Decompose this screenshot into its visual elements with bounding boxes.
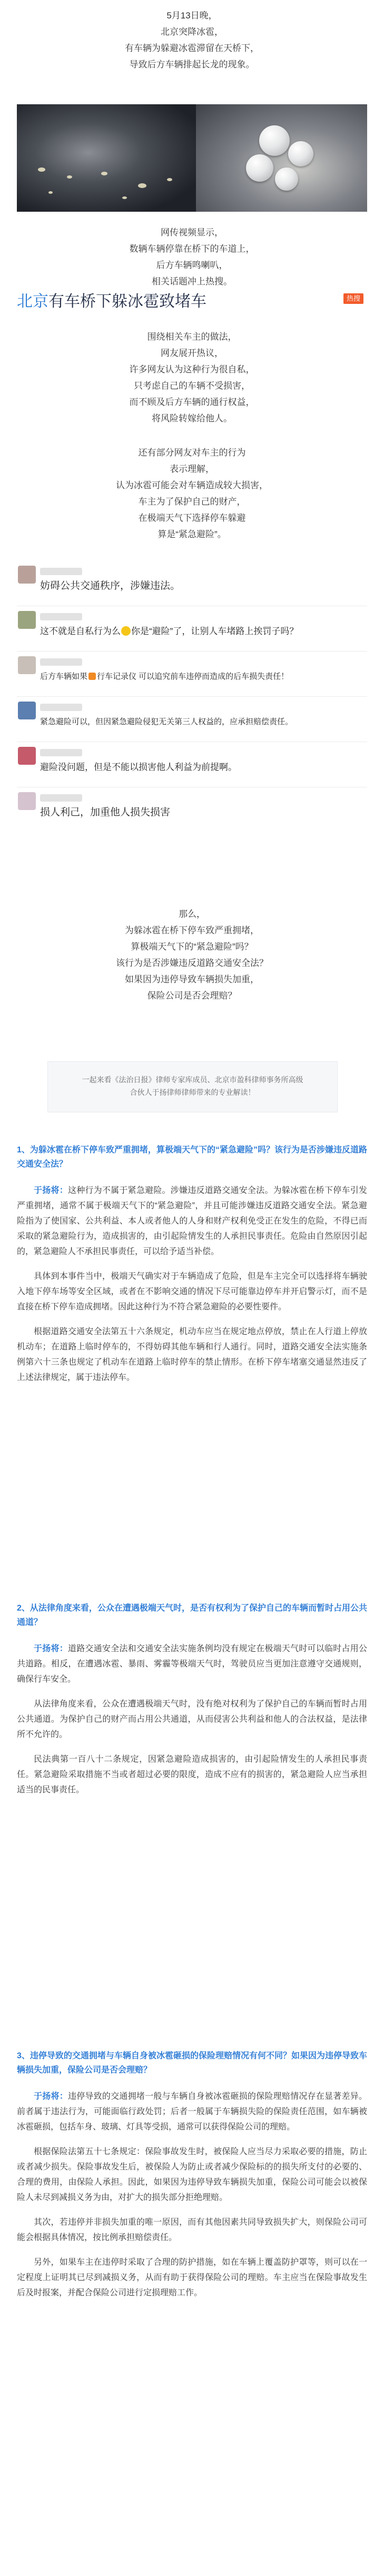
discussion2-line: 算是“紧急避险”。 (157, 529, 227, 539)
qa-section-2 (17, 1601, 367, 1807)
discussion2-line: 在极端天气下选择停车躲避 (138, 513, 246, 523)
trending-topic[interactable] (17, 289, 367, 315)
avatar (18, 656, 36, 674)
info-line: 一起来看《法治日报》律师专家库成员、北京市盈科律师事务所高级 (82, 1075, 303, 1084)
topic-title (17, 292, 206, 312)
intro-line: 有车辆为躲避冰雹滞留在天桥下， (125, 43, 259, 53)
discussion2-line: 车主为了保护自己的财产， (138, 497, 246, 507)
comment-item (17, 745, 367, 785)
intro-line: 导致后方车辆排起长龙的现象。 (129, 60, 255, 70)
emoji-icon (121, 626, 131, 636)
avatar (18, 702, 36, 719)
intro2-line: 网传视频显示， (161, 228, 223, 238)
answer-paragraph: 另外，如果车主在违停时采取了合理的防护措施，如在车辆上覆盖防护罩等，则可以在一定程度上证明其已尽到减损义务，从而有助于获得保险公司的理赔。车主应当在保险事故发生后及时报案，并配合保险公司进行定损理赔工作。 (17, 2258, 367, 2297)
discussion2-line: 还有部分网友对车主的行为 (138, 448, 246, 458)
comment-text: 妨碍公共交通秩序，涉嫌违法。 (40, 580, 181, 591)
topic-prefix: 北京 (17, 293, 48, 310)
username-blurred (40, 568, 82, 575)
avatar (18, 792, 36, 810)
comment-text: 后方车辆如果 (40, 672, 88, 681)
answer-paragraph: 违停导致的交通拥堵一般与车辆自身被冰雹砸损的保险理赔情况存在显著差异。前者属于违法行为，可能面临行政处罚；后者一般属于车辆损失险的保险责任范围，如车辆被冰雹砸损，包括车身、玻璃、灯具等受损，通常可以获得保险公司的理赔。 (17, 2092, 367, 2131)
discussion2-text (0, 445, 384, 542)
username-blurred (40, 749, 82, 756)
discussion-line: 将风险转嫁给他人。 (152, 413, 232, 423)
questions-text (0, 906, 384, 1004)
qa-section-3 (17, 2049, 367, 2310)
intro-line: 5月13日晚， (166, 11, 218, 21)
intro2-line: 相关话题冲上热搜。 (152, 277, 232, 287)
intro-text (0, 7, 384, 73)
comment-text: 你是“避险”了，让别人车堵路上挨罚子吗？ (131, 626, 299, 636)
topic-title-text: 有车桥下躲冰雹致堵车 (48, 293, 206, 310)
answer-author: 于扬将： (34, 1644, 68, 1653)
hail-photo (17, 104, 367, 212)
question-line: 为躲冰雹在桥下停车致严重拥堵， (125, 925, 259, 935)
qa-section-1 (17, 1143, 367, 1395)
comment-item (17, 790, 367, 830)
answer-paragraph: 根据保险法第五十七条规定：保险事故发生时，被保险人应当尽力采取必要的措施，防止或者减少损失。保险事故发生后，被保险人为防止或者减少保险标的的损失所支付的必要的、合理的费用，由保险人承担。因此，如果因为违停导致车辆损失加重，保险公司可能会以被保险人未尽到减损义务为由，对扩大的损失部分拒绝理赔。 (17, 2147, 367, 2202)
question-line: 如果因为违停导致车辆损失加重， (125, 974, 259, 984)
intro2-line: 后方车辆鸣喇叭， (156, 260, 228, 270)
comment-text: 紧急避险可以，但因紧急避险侵犯无关第三人权益的，应承担赔偿责任。 (40, 717, 293, 726)
lawyer-intro-box (47, 1061, 338, 1112)
discussion2-line: 表示理解， (170, 464, 214, 474)
discussion-text (0, 329, 384, 427)
username-blurred (40, 658, 82, 666)
info-line: 合伙人于扬律师律师带来的专业解读！ (130, 1088, 255, 1097)
question-line: 该行为是否涉嫌违反道路交通安全法？ (116, 958, 268, 968)
intro2-line: 数辆车辆停靠在桥下的车道上， (129, 244, 255, 254)
comment-text: 行车记录仪 可以追究前车违停而造成的后车损失责任！ (97, 672, 289, 681)
intro2-text (0, 224, 384, 290)
question-heading: 1、为躲冰雹在桥下停车致严重拥堵，算极端天气下的“紧急避险”吗？该行为是否涉嫌违反道路交通安全法？ (17, 1146, 367, 1169)
comment-text: 这不就是自私行为么 (40, 626, 121, 636)
comment-item (17, 564, 367, 604)
hot-tag: 热搜 (343, 293, 363, 304)
comment-item (17, 699, 367, 739)
answer-paragraph: 具体到本事件当中，极端天气确实对于车辆造成了危险，但是车主完全可以选择将车辆驶入地下停车场等安全区域，或者在不影响交通的情况下尽可能靠边停车并开启警示灯，而不是直接在桥下停车造成拥堵。因此这种行为不符合紧急避险的必要性要件。 (17, 1272, 367, 1311)
answer-paragraph: 民法典第一百八十二条规定，因紧急避险造成损害的，由引起险情发生的人承担民事责任。紧急避险采取措施不当或者超过必要的限度，造成不应有的损害的，紧急避险人应当承担适当的民事责任。 (17, 1755, 367, 1794)
question-heading: 2、从法律角度来看，公众在遭遇极端天气时，是否有权利为了保护自己的车辆而暂时占用公共通道？ (17, 1604, 367, 1627)
answer-paragraph: 根据道路交通安全法第五十六条规定，机动车应当在规定地点停放，禁止在人行道上停放机动车；在道路上临时停车的，不得妨碍其他车辆和行人通行。同时，道路交通安全法实施条例第六十三条也规定了机动车在道路上临时停车的禁止情形。在桥下停车堵塞交通显然违反了上述法律规定，属于违法停车。 (17, 1327, 367, 1382)
hailstones-in-hand-image (196, 104, 367, 212)
question-line: 那么， (179, 909, 205, 919)
discussion2-line: 认为冰雹可能会对车辆造成较大损害， (116, 480, 268, 490)
avatar (18, 566, 36, 584)
question-heading: 3、违停导致的交通拥堵与车辆自身被冰雹砸损的保险理赔情况有何不同？如果因为违停导致车辆损失加重，保险公司是否会理赔？ (17, 2051, 367, 2075)
avatar (18, 747, 36, 765)
recorder-emoji-icon (88, 673, 96, 680)
answer-author: 于扬将： (34, 2092, 68, 2101)
answer-author: 于扬将： (34, 1186, 68, 1195)
discussion-line: 而不顾及后方车辆的通行权益， (129, 397, 255, 407)
discussion-line: 只考虑自己的车辆不受损害， (134, 381, 250, 391)
answer-paragraph: 这种行为不属于紧急避险。涉嫌违反道路交通安全法。为躲冰雹在桥下停车引发严重拥堵，通常不属于极端天气下的“紧急避险”，并且可能涉嫌违反道路交通安全法。紧急避险指为了使国家、公共利益、本人或者他人的人身和财产权利免受正在发生的危险，不得已而采取的紧急避险行为，造成损害的，由引起险情发生的人承担民事责任。危险由自然原因引起的，紧急避险人不承担民事责任，可以给予适当补偿。 (17, 1186, 367, 1256)
avatar (18, 611, 36, 629)
street-night-image (17, 104, 196, 212)
comment-item (17, 609, 367, 649)
discussion-line: 许多网友认为这种行为很自私， (129, 364, 255, 374)
comment-text: 避险没问题，但是不能以损害他人利益为前提啊。 (40, 762, 237, 772)
comment-item (17, 654, 367, 694)
divider (17, 651, 367, 652)
username-blurred (40, 613, 82, 620)
question-line: 保险公司是否会理赔？ (147, 991, 237, 1001)
question-line: 算极端天气下的“紧急避险”吗？ (131, 942, 253, 952)
username-blurred (40, 794, 82, 802)
username-blurred (40, 704, 82, 711)
answer-paragraph: 其次，若违停并非损失加重的唯一原因，而有其他因素共同导致损失扩大，则保险公司可能会根据具体情况，按比例承担赔偿责任。 (17, 2218, 367, 2242)
intro-line: 北京突降冰雹， (161, 27, 223, 37)
discussion-line: 围绕相关车主的做法， (147, 332, 237, 342)
answer-paragraph: 道路交通安全法和交通安全法实施条例均没有规定在极端天气时可以临时占用公共道路。相反，在遭遇冰雹、暴雨、雾霾等极端天气时，驾驶员应当更加注意遵守交通规则，确保行车安全。 (17, 1644, 367, 1684)
discussion-line: 网友展开热议， (161, 348, 223, 358)
answer-paragraph: 从法律角度来看，公众在遭遇极端天气时，没有绝对权利为了保护自己的车辆而暂时占用公共通道。为保护自己的财产而占用公共通道，从而侵害公共利益和他人的合法权益，是法律所不允许的。 (17, 1700, 367, 1739)
comment-text: 损人利己，加重他人损失损害 (40, 807, 171, 818)
divider (17, 696, 367, 697)
